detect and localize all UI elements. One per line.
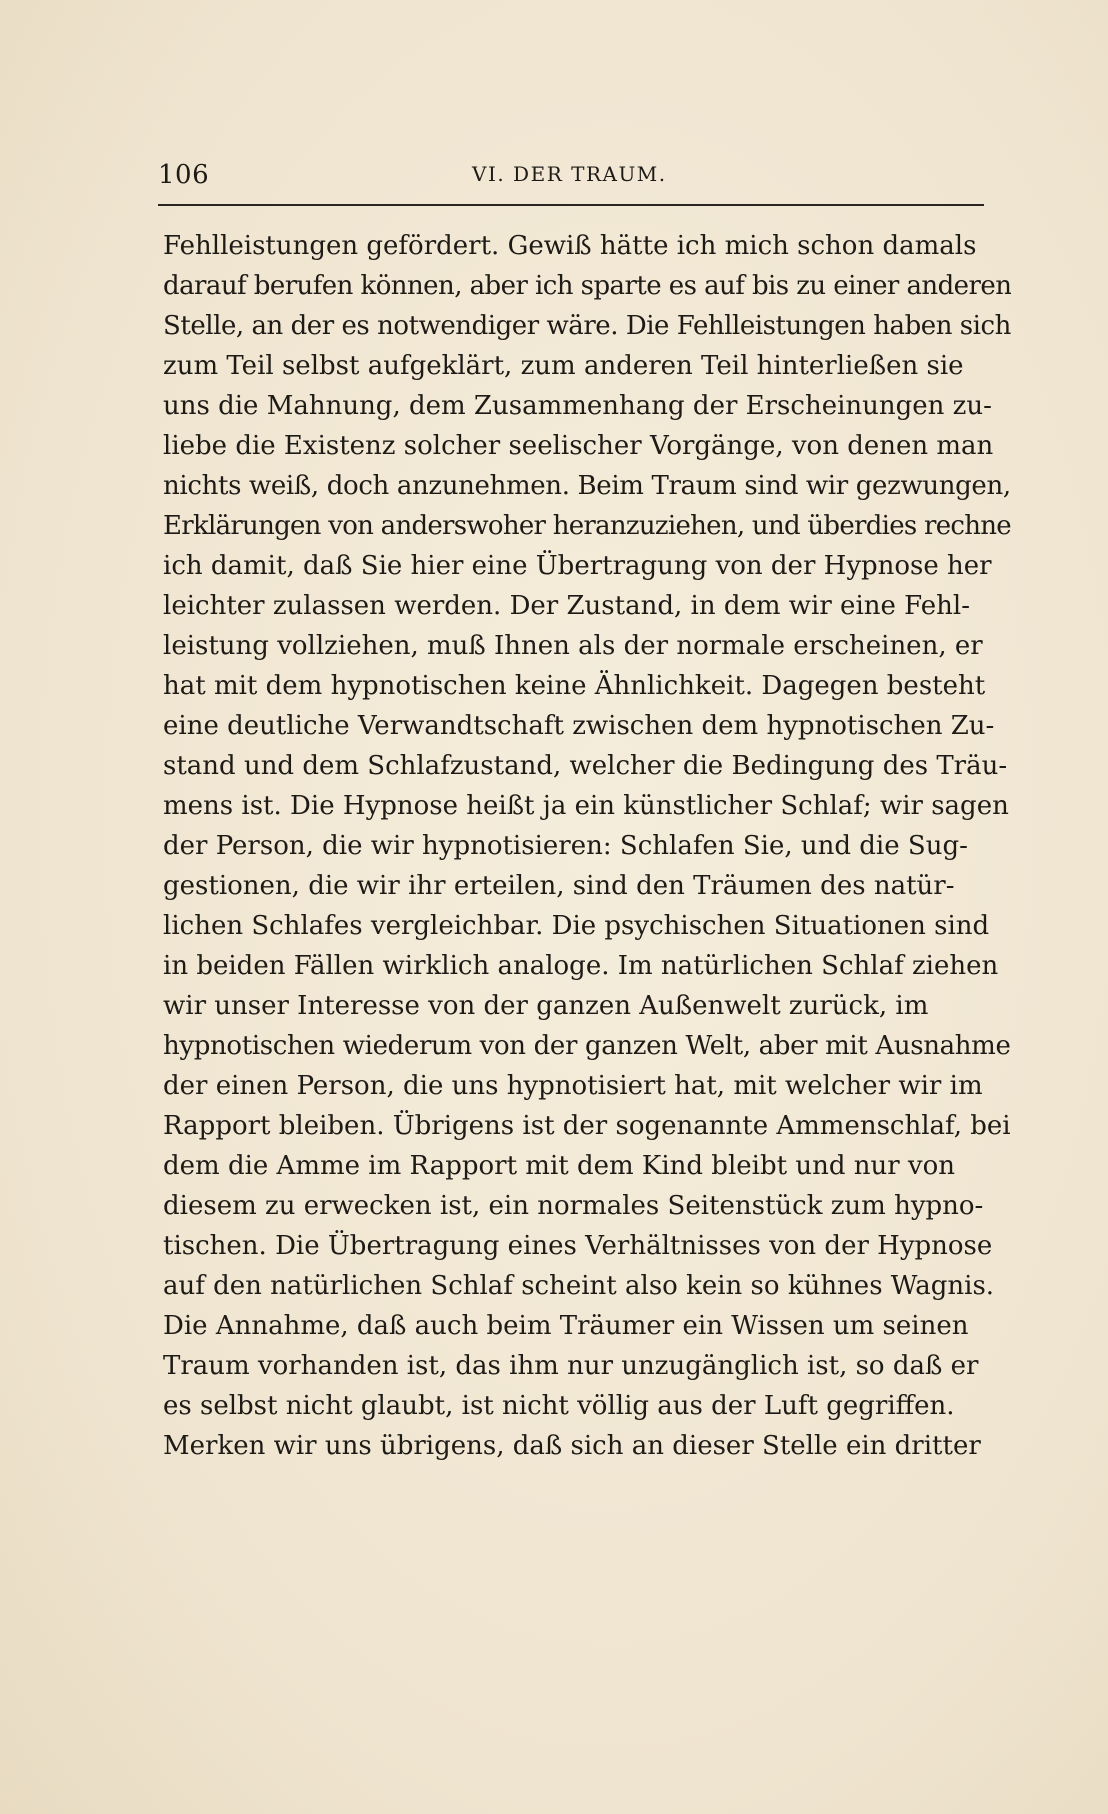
- text-line: tischen. Die Übertragung eines Verhältnisses von der Hypnose: [163, 1231, 993, 1261]
- header-rule: [158, 204, 984, 206]
- text-line: gestionen, die wir ihr erteilen, sind den Träumen des natür-: [163, 871, 955, 901]
- text-line: Erklärungen von anderswoher heranzuziehen, und überdies rechne: [163, 511, 1011, 541]
- text-line: ich damit, daß Sie hier eine Übertragung von der Hypnose her: [163, 551, 992, 581]
- text-line: Rapport bleiben. Übrigens ist der sogenannte Ammenschlaf, bei: [163, 1111, 1011, 1141]
- page-number: 106: [158, 160, 210, 190]
- text-line: der einen Person, die uns hypnotisiert hat, mit welcher wir im: [163, 1071, 983, 1101]
- text-line: leichter zulassen werden. Der Zustand, in dem wir eine Fehl-: [163, 591, 971, 621]
- body-text: [163, 226, 1011, 1466]
- text-line: darauf berufen können, aber ich sparte es auf bis zu einer anderen: [163, 271, 1011, 301]
- text-line: stand und dem Schlafzustand, welcher die Bedingung des Träu-: [163, 751, 1008, 781]
- text-line: Traum vorhanden ist, das ihm nur unzugänglich ist, so daß er: [163, 1351, 979, 1381]
- text-line: wir unser Interesse von der ganzen Außenwelt zurück, im: [163, 991, 929, 1021]
- text-line: uns die Mahnung, dem Zusammenhang der Erscheinungen zu-: [163, 391, 992, 421]
- text-line: nichts weiß, doch anzunehmen. Beim Traum sind wir gezwungen,: [163, 471, 1011, 501]
- text-line: mens ist. Die Hypnose heißt ja ein künstlicher Schlaf; wir sagen: [163, 791, 1009, 821]
- text-line: leistung vollziehen, muß Ihnen als der normale erscheinen, er: [163, 631, 983, 661]
- text-line: Stelle, an der es notwendiger wäre. Die Fehlleistungen haben sich: [163, 311, 1011, 341]
- page-header: [158, 158, 986, 206]
- text-line: liebe die Existenz solcher seelischer Vorgänge, von denen man: [163, 431, 994, 461]
- text-line: Die Annahme, daß auch beim Träumer ein Wissen um seinen: [163, 1311, 969, 1341]
- text-line: der Person, die wir hypnotisieren: Schlafen Sie, und die Sug-: [163, 831, 968, 861]
- text-line: hat mit dem hypnotischen keine Ähnlichkeit. Dagegen besteht: [163, 671, 986, 701]
- text-line: auf den natürlichen Schlaf scheint also kein so kühnes Wagnis.: [163, 1271, 995, 1301]
- text-line: in beiden Fällen wirklich analoge. Im natürlichen Schlaf ziehen: [163, 951, 999, 981]
- text-line: hypnotischen wiederum von der ganzen Welt, aber mit Ausnahme: [163, 1031, 1011, 1061]
- text-line: eine deutliche Verwandtschaft zwischen dem hypnotischen Zu-: [163, 711, 995, 741]
- text-line: diesem zu erwecken ist, ein normales Seitenstück zum hypno-: [163, 1191, 984, 1221]
- text-line: dem die Amme im Rapport mit dem Kind bleibt und nur von: [163, 1151, 955, 1181]
- text-line: Merken wir uns übrigens, daß sich an dieser Stelle ein dritter: [163, 1431, 981, 1461]
- text-line: zum Teil selbst aufgeklärt, zum anderen Teil hinterließen sie: [163, 351, 964, 381]
- text-line: lichen Schlafes vergleichbar. Die psychischen Situationen sind: [163, 911, 990, 941]
- text-line: es selbst nicht glaubt, ist nicht völlig aus der Luft gegriffen.: [163, 1391, 955, 1421]
- running-head: VI. DER TRAUM.: [472, 162, 667, 186]
- text-line: Fehlleistungen gefördert. Gewiß hätte ich mich schon damals: [163, 231, 977, 261]
